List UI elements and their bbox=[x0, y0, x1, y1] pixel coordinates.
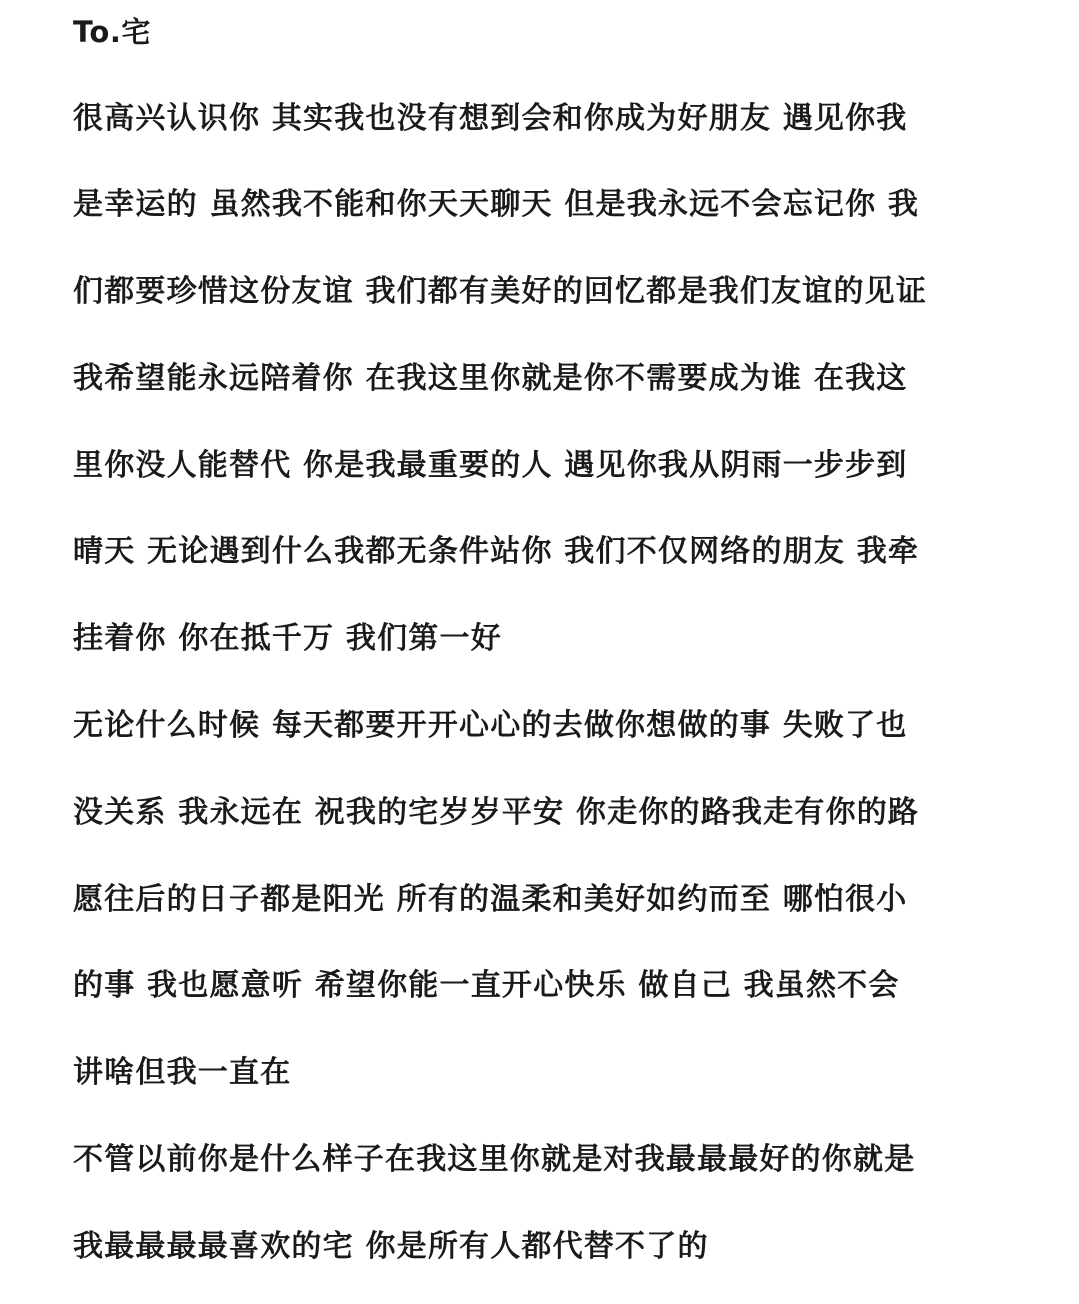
letter-line-2: 是幸运的 虽然我不能和你天天聊天 但是我永远不会忘记你 我 bbox=[73, 187, 920, 222]
letter-line-8: 无论什么时候 每天都要开开心心的去做你想做的事 失败了也 bbox=[73, 708, 908, 743]
letter-greeting: To.宅 bbox=[73, 15, 151, 49]
letter-line-10: 愿往后的日子都是阳光 所有的温柔和美好如约而至 哪怕很小 bbox=[73, 882, 908, 917]
letter-line-9: 没关系 我永远在 祝我的宅岁岁平安 你走你的路我走有你的路 bbox=[73, 795, 920, 830]
letter-line-6: 晴天 无论遇到什么我都无条件站你 我们不仅网络的朋友 我牵 bbox=[73, 534, 920, 569]
letter-line-7: 挂着你 你在抵千万 我们第一好 bbox=[73, 621, 502, 656]
letter-line-11: 的事 我也愿意听 希望你能一直开心快乐 做自己 我虽然不会 bbox=[73, 968, 900, 1003]
letter-line-13: 不管以前你是什么样子在我这里你就是对我最最最好的你就是 bbox=[73, 1142, 916, 1177]
letter-line-1: 很高兴认识你 其实我也没有想到会和你成为好朋友 遇见你我 bbox=[73, 101, 908, 136]
letter-line-4: 我希望能永远陪着你 在我这里你就是你不需要成为谁 在我这 bbox=[73, 361, 908, 396]
letter-line-14: 我最最最最喜欢的宅 你是所有人都代替不了的 bbox=[73, 1229, 709, 1264]
letter-line-5: 里你没人能替代 你是我最重要的人 遇见你我从阴雨一步步到 bbox=[73, 448, 908, 483]
letter-line-12: 讲啥但我一直在 bbox=[73, 1055, 292, 1090]
letter-line-3: 们都要珍惜这份友谊 我们都有美好的回忆都是我们友谊的见证 bbox=[73, 274, 928, 309]
